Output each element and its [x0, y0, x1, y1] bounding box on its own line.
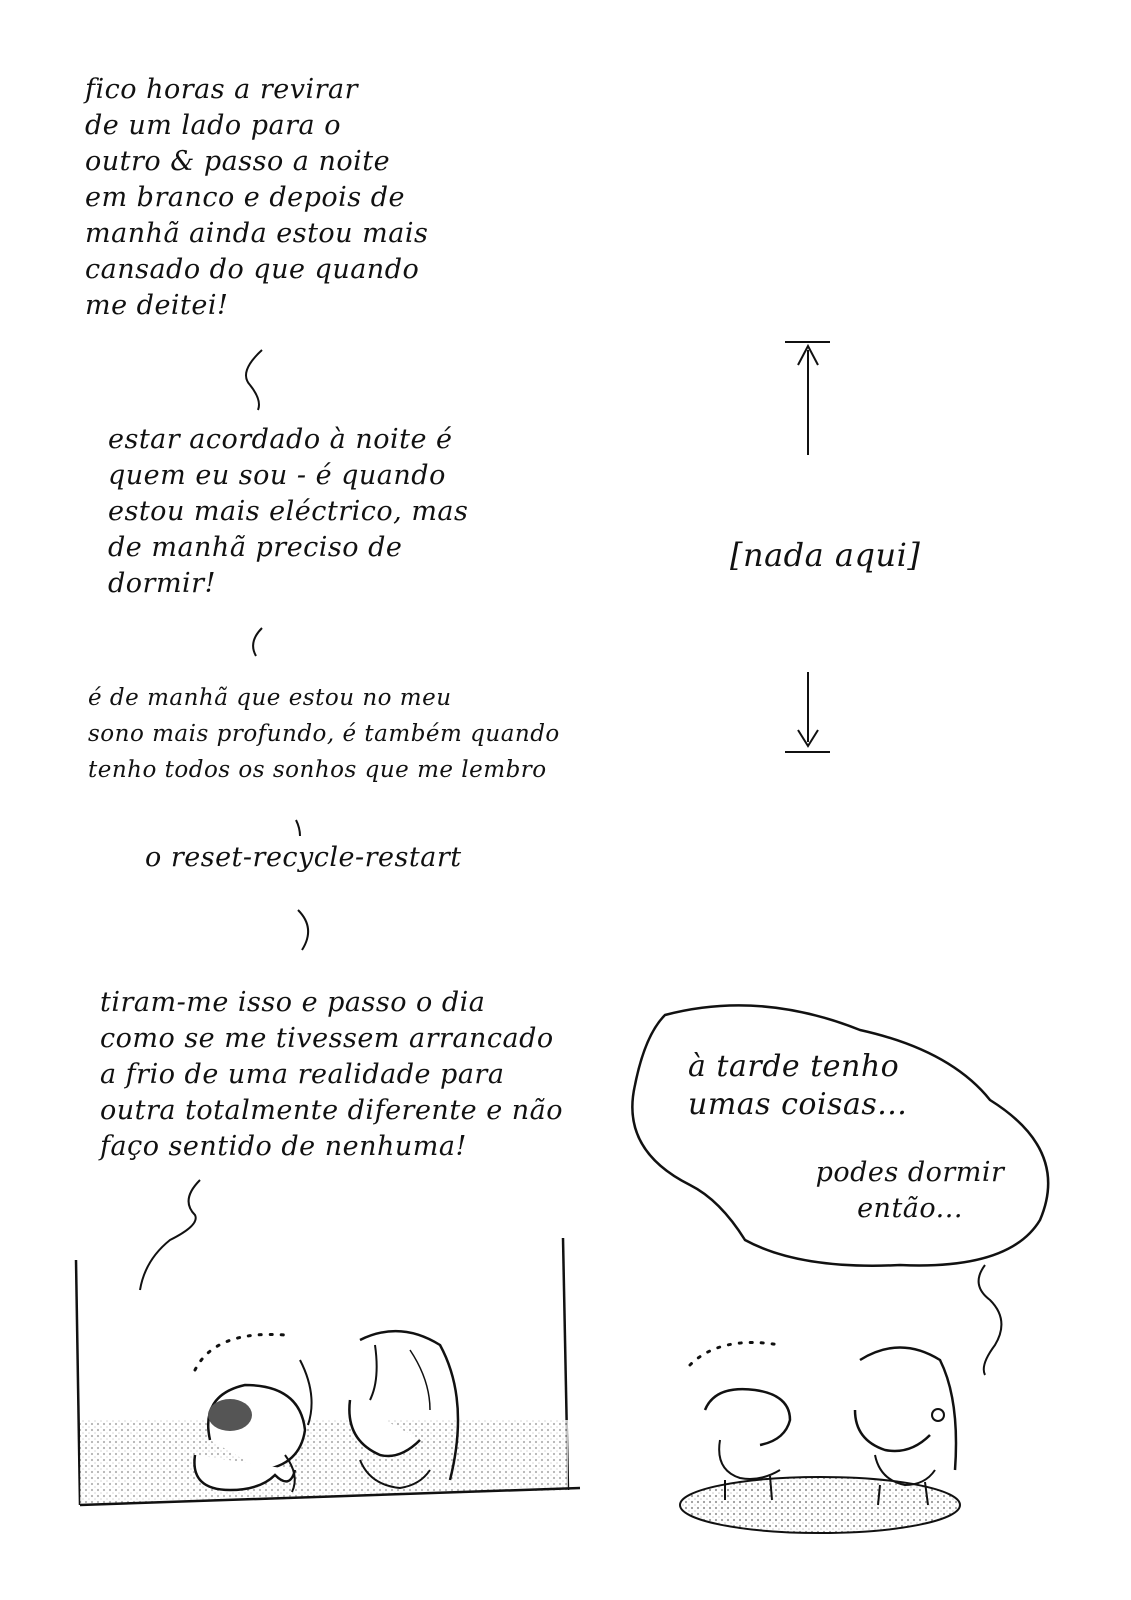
- connector-squiggle-1: [246, 350, 262, 410]
- left-panel: [76, 1238, 580, 1505]
- narration-block-3: é de manhã que estou no meu sono mais profundo, é também quando tenho todos os sonhos que me lembro: [88, 685, 560, 783]
- arrow-up-icon: [785, 342, 830, 455]
- connector-squiggle-3: [296, 820, 300, 836]
- narration-block-1: fico horas a revirar de um lado para o outro & passo a noite em branco e depois de manhã ainda estou mais cansado do que quando me deitei!: [85, 74, 429, 321]
- speech-text-1: à tarde tenho umas coisas...: [688, 1049, 908, 1122]
- connector-squiggle-5: [140, 1180, 200, 1290]
- arrow-down-icon: [785, 672, 830, 752]
- bubble-tail-squiggle: [979, 1265, 1002, 1375]
- placeholder-label: [nada aqui]: [730, 536, 921, 574]
- connector-squiggle-4: [298, 910, 308, 950]
- connector-squiggle-2: [253, 628, 262, 656]
- narration-block-4: o reset-recycle-restart: [145, 842, 462, 873]
- right-panel: [680, 1343, 960, 1534]
- narration-block-2: estar acordado à noite é quem eu sou - é quando estou mais eléctrico, mas de manhã preciso de dormir!: [108, 424, 469, 599]
- narration-block-5: tiram-me isso e passo o dia como se me tivessem arrancado a frio de uma realidade para outra totalmente diferente e não faço sentido de nenhuma!: [100, 987, 564, 1162]
- speech-text-2: podes dormir então...: [815, 1157, 1005, 1224]
